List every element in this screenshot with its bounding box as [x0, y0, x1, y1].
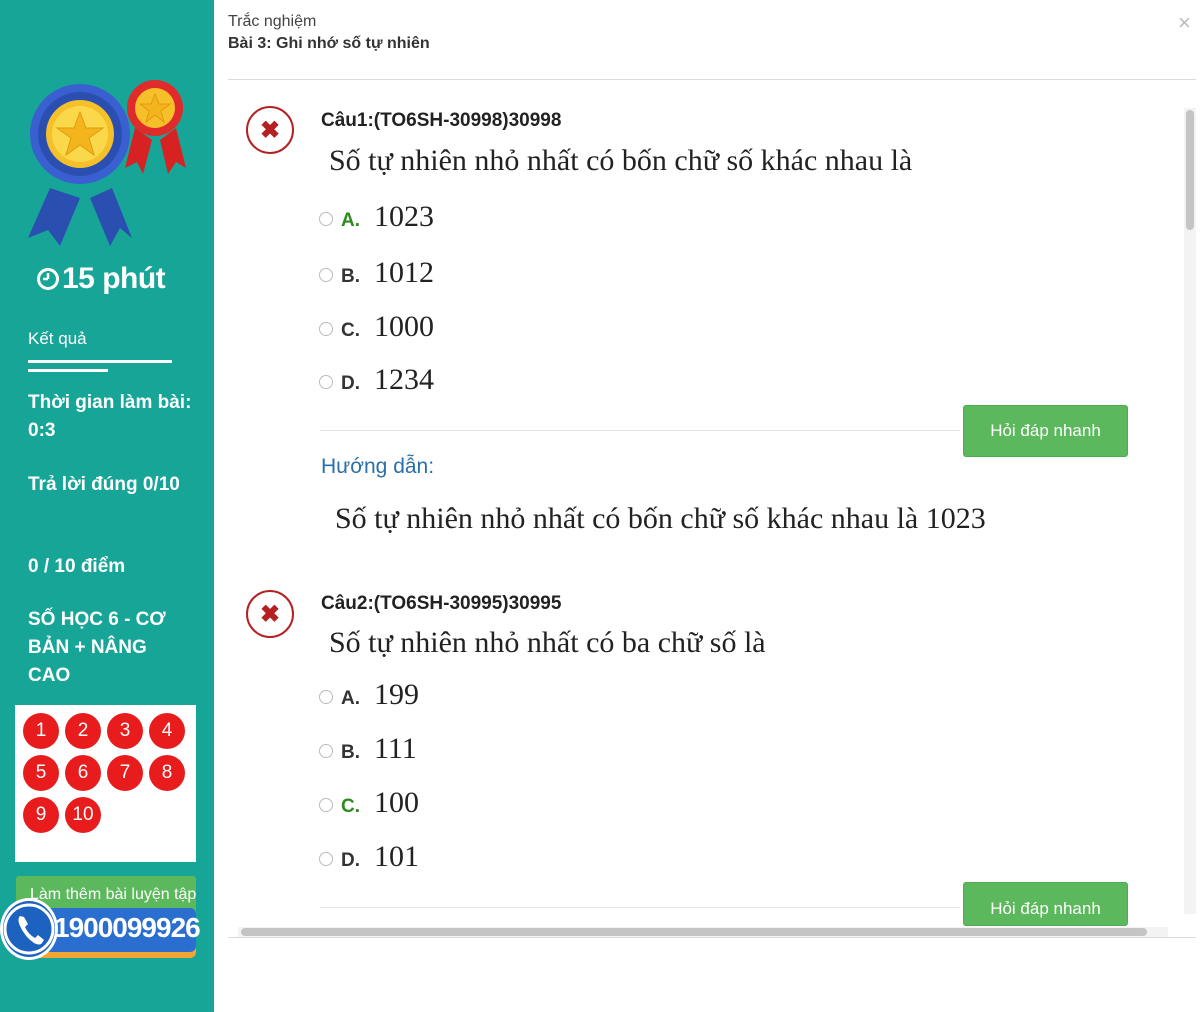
radio-button[interactable]	[319, 212, 333, 226]
answer-option[interactable]	[319, 363, 434, 397]
result-label: Kết quả	[28, 329, 87, 348]
answer-option[interactable]	[319, 678, 419, 712]
option-letter: D.	[341, 373, 360, 394]
option-value: 1234	[374, 363, 434, 396]
quick-qa-button[interactable]: Hỏi đáp nhanh	[963, 882, 1128, 926]
divider	[320, 907, 960, 908]
clock-icon	[36, 267, 60, 291]
question-number-button[interactable]: 9	[23, 797, 59, 833]
question-text: Số tự nhiên nhỏ nhất có ba chữ số là	[329, 626, 766, 659]
question-number-button[interactable]: 4	[149, 713, 185, 749]
header-divider	[228, 79, 1196, 80]
time-spent: Thời gian làm bài: 0:3	[28, 392, 192, 441]
option-value: 111	[374, 732, 417, 765]
question-number-button[interactable]: 3	[107, 713, 143, 749]
radio-button[interactable]	[319, 690, 333, 704]
score: 0 / 10 điểm	[28, 556, 126, 577]
answer-option[interactable]	[319, 786, 419, 820]
option-letter: C.	[341, 796, 360, 817]
radio-button[interactable]	[319, 798, 333, 812]
wrong-answer-icon: ✖	[246, 106, 294, 154]
question-number-button[interactable]: 1	[23, 713, 59, 749]
option-letter: A.	[341, 688, 360, 709]
question-number-button[interactable]: 7	[107, 755, 143, 791]
option-letter: B.	[341, 266, 360, 287]
question-number-button[interactable]: 5	[23, 755, 59, 791]
option-letter: C.	[341, 320, 360, 341]
divider	[28, 360, 172, 363]
option-value: 1023	[374, 200, 434, 233]
question-code: Câu1:(TO6SH-30998)30998	[321, 110, 562, 131]
guide-label: Hướng dẫn:	[321, 455, 435, 478]
answer-option[interactable]	[319, 840, 419, 874]
divider	[28, 369, 108, 372]
radio-button[interactable]	[319, 375, 333, 389]
answer-option[interactable]	[319, 200, 434, 234]
more-practice-label: Làm thêm bài luyện tập	[30, 886, 197, 903]
timer	[36, 262, 165, 296]
vertical-scrollbar[interactable]	[1184, 108, 1196, 914]
question-number-button[interactable]: 2	[65, 713, 101, 749]
horizontal-scrollbar[interactable]	[238, 927, 1168, 937]
lesson-title: Bài 3: Ghi nhớ số tự nhiên	[228, 35, 430, 52]
radio-button[interactable]	[319, 268, 333, 282]
timer-text: 15 phút	[62, 262, 166, 295]
option-letter: B.	[341, 742, 360, 763]
radio-button[interactable]	[319, 322, 333, 336]
guide-text: Số tự nhiên nhỏ nhất có bốn chữ số khác nhau là 1023	[335, 502, 986, 535]
hotline-number: 1900099926	[54, 912, 200, 943]
footer-divider	[228, 937, 1196, 938]
quick-qa-button[interactable]: Hỏi đáp nhanh	[963, 405, 1128, 457]
medal-icon	[20, 78, 200, 248]
radio-button[interactable]	[319, 744, 333, 758]
correct-count: Trả lời đúng 0/10	[28, 474, 180, 495]
dialog-title: Trắc nghiệm	[228, 13, 317, 30]
answer-option[interactable]	[319, 256, 434, 290]
option-value: 101	[374, 840, 419, 873]
option-value: 100	[374, 786, 419, 819]
sidebar	[0, 0, 214, 1012]
question-text: Số tự nhiên nhỏ nhất có bốn chữ số khác nhau là	[329, 144, 913, 177]
answer-option[interactable]	[319, 732, 417, 766]
option-letter: A.	[341, 210, 360, 231]
phone-icon	[0, 898, 58, 960]
question-code: Câu2:(TO6SH-30995)30995	[321, 593, 562, 614]
option-value: 199	[374, 678, 419, 711]
hotline-banner[interactable]	[0, 898, 200, 964]
vertical-scroll-thumb[interactable]	[1186, 110, 1194, 230]
question-grid	[15, 705, 196, 862]
question-number-button[interactable]: 6	[65, 755, 101, 791]
horizontal-scroll-thumb[interactable]	[241, 928, 1147, 936]
course-name: SỐ HỌC 6 - CƠ BẢN + NÂNG CAO	[28, 609, 166, 686]
wrong-answer-icon: ✖	[246, 590, 294, 638]
option-value: 1012	[374, 256, 434, 289]
close-icon[interactable]: ×	[1178, 10, 1191, 35]
option-value: 1000	[374, 310, 434, 343]
question-number-button[interactable]: 10	[65, 797, 101, 833]
radio-button[interactable]	[319, 852, 333, 866]
question-number-button[interactable]: 8	[149, 755, 185, 791]
divider	[320, 430, 960, 431]
answer-option[interactable]	[319, 310, 434, 344]
option-letter: D.	[341, 850, 360, 871]
